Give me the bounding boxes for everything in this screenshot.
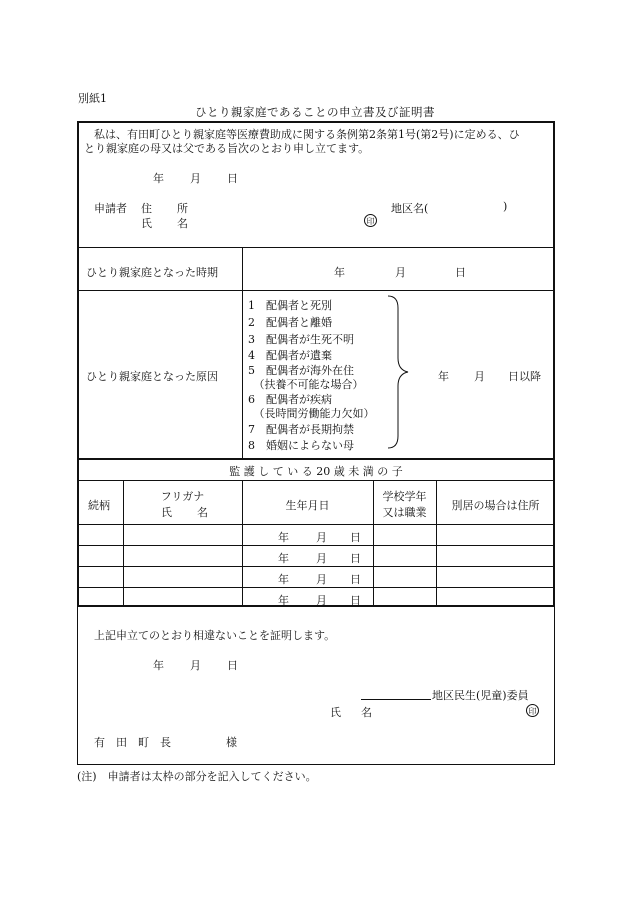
cause-item: 7 配偶者が長期拘禁 (248, 423, 354, 436)
header-name-1: 氏 (161, 506, 172, 519)
commissioner-district-underline (361, 699, 431, 700)
cause-item: （長時間労働能力欠如） (248, 407, 375, 420)
header-address: 別居の場合は住所 (451, 499, 540, 512)
cause-month: 月 (474, 370, 485, 383)
cause-item: 1 配偶者と死別 (248, 299, 332, 312)
name-label-1: 氏 (141, 217, 152, 230)
mayor-honorific: 様 (226, 736, 237, 749)
period-year: 年 (334, 266, 345, 279)
children-section-title: 監 護 し て い る 20 歳 未 満 の 子 (229, 465, 403, 478)
header-furigana: フリガナ (160, 490, 205, 503)
certification-date-month: 月 (190, 659, 201, 672)
header-school-1: 学校学年 (382, 490, 427, 503)
cause-day-since: 日以降 (508, 370, 541, 383)
cause-year: 年 (438, 370, 449, 383)
cause-item: 6 配偶者が疾病 (248, 393, 332, 406)
period-label: ひとり親家庭となった時期 (86, 266, 218, 279)
divider (77, 545, 555, 546)
brace-icon (386, 294, 414, 450)
district-close: ) (503, 200, 508, 213)
divider (77, 566, 555, 567)
divider (77, 524, 555, 525)
commissioner-name-label-1: 氏 (330, 706, 341, 719)
cause-item: 2 配偶者と離婚 (248, 316, 332, 329)
commissioner-seal-icon: 印 (526, 704, 539, 717)
cause-item: 3 配偶者が生死不明 (248, 333, 354, 346)
divider (242, 247, 243, 459)
name-label-2: 名 (177, 217, 188, 230)
cause-label: ひとり親家庭となった原因 (86, 370, 218, 383)
mayor-label: 有 田 町 長 (94, 736, 171, 749)
child-birth-month: 月 (316, 573, 327, 586)
divider (77, 247, 555, 248)
child-birth-day: 日 (350, 531, 361, 544)
document-title: ひとり親家庭であることの申立書及び証明書 (195, 105, 435, 119)
cause-item: 5 配偶者が海外在住 (248, 364, 354, 377)
applicant-label: 申請者 (94, 202, 127, 215)
cause-item: 8 婚姻によらない母 (248, 439, 354, 452)
period-day: 日 (455, 266, 466, 279)
note: (注) 申請者は太枠の部分を記入してください。 (77, 770, 317, 783)
declaration-line-2: とり親家庭の母又は父である旨次のとおり申し立てます。 (84, 142, 370, 155)
declaration-date-year: 年 (153, 172, 164, 185)
address-label-1: 住 (141, 202, 152, 215)
declaration-line-1: 私は、有田町ひとり親家庭等医療費助成に関する条例第2条第1号(第2号)に定める、ひ (94, 128, 520, 141)
certification-date-day: 日 (227, 659, 238, 672)
declaration-date-day: 日 (227, 172, 238, 185)
child-birth-month: 月 (316, 594, 327, 607)
applicant-seal-icon: 印 (364, 214, 377, 227)
header-school-2: 又は職業 (382, 506, 427, 519)
child-birth-month: 月 (316, 552, 327, 565)
child-birth-year: 年 (278, 552, 289, 565)
header-name-2: 名 (197, 506, 208, 519)
child-birth-year: 年 (278, 531, 289, 544)
header-birthdate: 生年月日 (285, 499, 330, 512)
cause-item: （扶養不可能な場合） (248, 378, 364, 391)
divider (77, 290, 555, 291)
commissioner-label: 地区民生(児童)委員 (432, 689, 529, 702)
district-label: 地区名( (391, 202, 429, 215)
annex-label: 別紙1 (78, 92, 107, 105)
commissioner-name-label-2: 名 (361, 706, 372, 719)
child-birth-day: 日 (350, 573, 361, 586)
child-birth-year: 年 (278, 573, 289, 586)
declaration-date-month: 月 (190, 172, 201, 185)
cause-item: 4 配偶者が遺棄 (248, 349, 332, 362)
child-birth-year: 年 (278, 594, 289, 607)
child-birth-day: 日 (350, 552, 361, 565)
child-birth-day: 日 (350, 594, 361, 607)
certification-statement: 上記申立てのとおり相違ないことを証明します。 (94, 629, 336, 642)
divider (77, 587, 555, 588)
divider (77, 458, 555, 460)
child-birth-month: 月 (316, 531, 327, 544)
certification-date-year: 年 (153, 659, 164, 672)
address-label-2: 所 (177, 202, 188, 215)
period-month: 月 (395, 266, 406, 279)
divider (77, 480, 555, 481)
header-relation: 続柄 (88, 499, 110, 512)
